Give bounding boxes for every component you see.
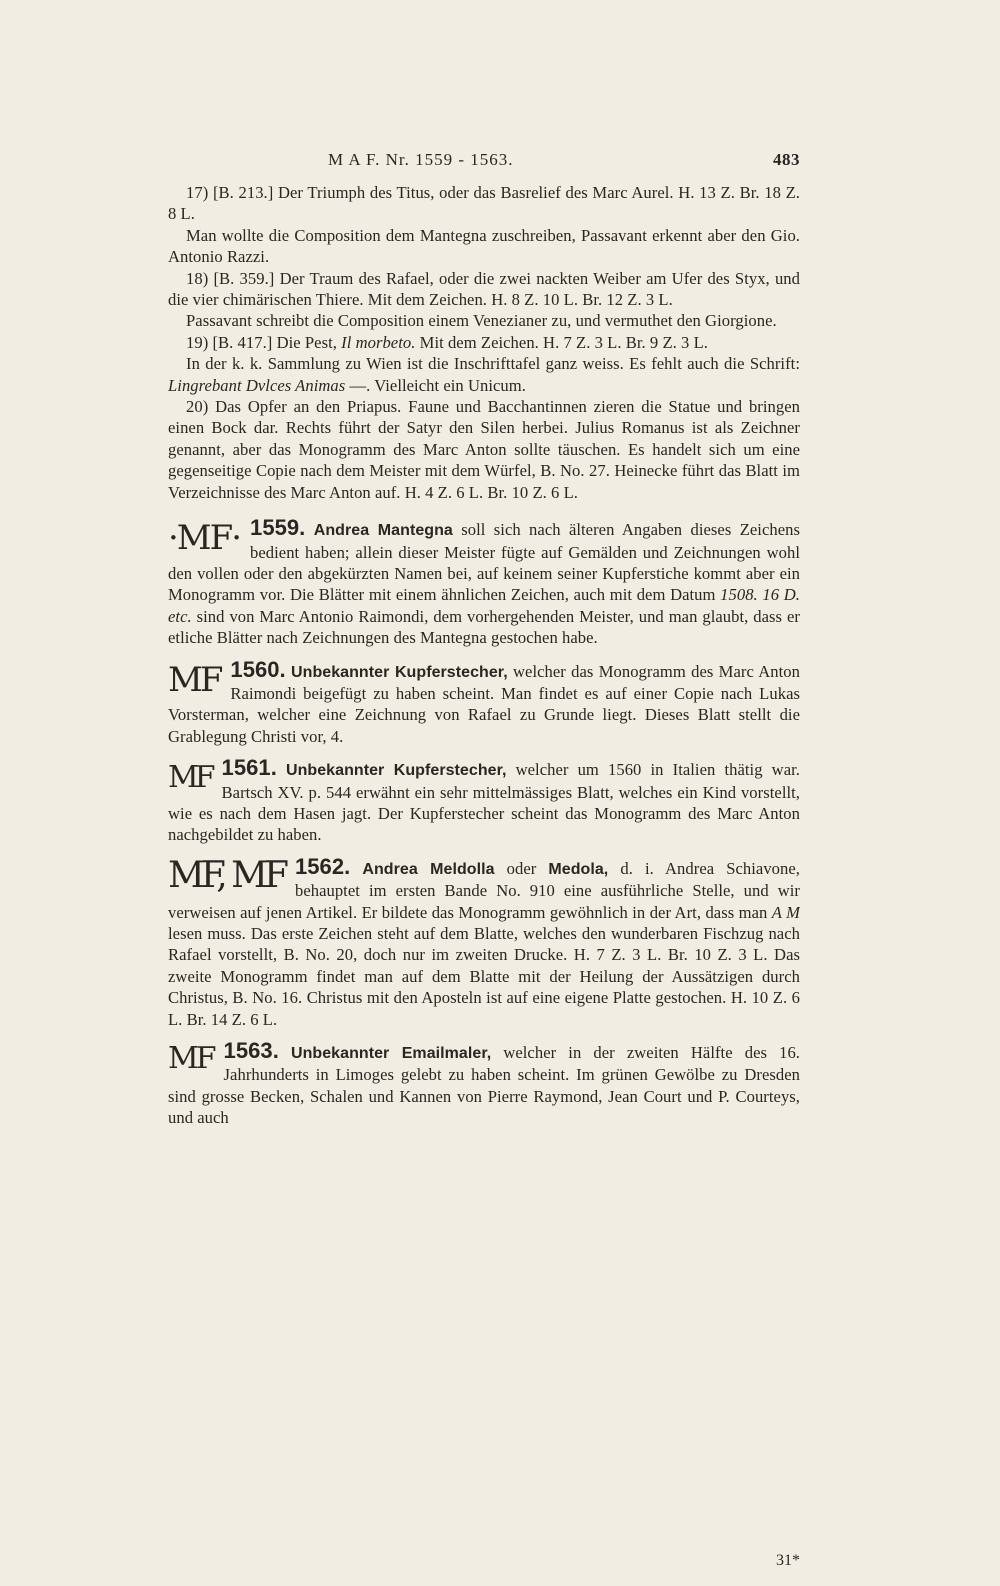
body-text	[168, 182, 800, 1129]
paragraph-19-note-a: In der k. k. Sammlung zu Wien ist die Inschrifttafel ganz weiss. Es fehlt auch die Schrift:	[186, 354, 800, 374]
paragraph-19-note	[168, 353, 800, 396]
paragraph-19-text-a: 19) [B. 417.] Die Pest,	[186, 332, 342, 352]
paragraph-20: 20) Das Opfer an den Priapus. Faune und Bacchantinnen zieren die Statue und bringen einen Bock dar. Rechts führt der Satyr den Silen herbei. Julius Romanus ist als Zeichner genannt, aber das Monogramm des Marc Anton sollte täuschen. Es handelt sich um eine gegenseitige Copie nach dem Meister mit dem Würfel, B. No. 27. Heinecke führt das Blatt im Verzeichnisse des Marc Anton auf. H. 4 Z. 6 L. Br. 10 Z. 6 L.	[168, 397, 800, 502]
paragraph-19-text-b: Mit dem Zeichen. H. 7 Z. 3 L. Br. 9 Z. 3 L.	[415, 332, 708, 352]
paragraph-18-note: Passavant schreibt die Composition einem Venezianer zu, und vermuthet den Giorgione.	[186, 311, 777, 331]
monogram-icon: MF	[168, 1041, 214, 1077]
entry-1561	[168, 757, 800, 846]
entry-number: 1562.	[294, 855, 351, 879]
paragraph-19-italic: Il morbeto.	[341, 332, 416, 352]
monogram-icon: MF	[168, 659, 221, 700]
entry-name: Andrea Meldolla	[362, 860, 495, 878]
entry-1562-italic: A M	[771, 902, 800, 922]
entry-1563-text	[168, 1040, 800, 1129]
entry-name: Andrea Mantegna	[313, 522, 453, 540]
entry-1559	[168, 517, 800, 648]
entry-1562-text	[168, 856, 800, 1030]
paragraph-18: 18) [B. 359.] Der Traum des Rafael, oder die zwei nackten Weiber am Ufer des Styx, und die vier chimärischen Thiere. Mit dem Zeichen. H. 8 Z. 10 L. Br. 12 Z. 3 L.	[168, 268, 800, 310]
paragraph-19	[168, 332, 800, 353]
entry-1559-text-a: soll sich nach älteren Angaben dieses Zeichens bedient haben; allein dieser Meister fügte auf Gemälden und Zeichnungen wohl den vollen oder den abgekürzten Namen bei, auf keinem seiner Kupferstiche kommt aber ein Monogramm vor. Die Blätter mit einem ähnlichen Zeichen, auch mit dem Datum	[168, 520, 800, 605]
paragraph-19-note-b: —. Vielleicht ein Unicum.	[345, 375, 526, 395]
entry-1560-text	[168, 659, 800, 748]
entry-name-alt: Medola,	[548, 860, 609, 878]
entry-number: 1561.	[221, 757, 277, 781]
entry-1563	[168, 1040, 800, 1129]
signature-mark: 31*	[776, 1552, 800, 1569]
entry-1561-text	[168, 757, 800, 846]
entry-1562	[168, 856, 800, 1030]
entry-name: Unbekannter Kupferstecher,	[285, 762, 507, 780]
entry-1559-text-b: sind von Marc Antonio Raimondi, dem vorhergehenden Meister, und man glaubt, dass er etliche Blätter nach Zeichnungen des Mantegna gestochen habe.	[168, 606, 800, 648]
entry-1559-italic: 1508. 16 D. etc.	[168, 585, 800, 626]
running-title: M A F. Nr. 1559 - 1563.	[328, 150, 514, 169]
entry-1562-text-a: oder	[494, 858, 549, 878]
entry-1562-text-c: lesen muss. Das erste Zeichen steht auf dem Blatte, welches den wunderbaren Fischzug nach Rafael vorstellt, B. No. 20, doch nur im zweiten Drucke. H. 7 Z. 3 L. Br. 10 Z. 3 L. Das zweite Monogramm findet man auf dem Blatte mit der Heilung der Aussätzigen durch Christus, B. No. 16. Christus mit den Aposteln ist auf eine eigene Platte gestochen. H. 10 Z. 6 L. Br. 14 Z. 6 L.	[168, 924, 800, 1029]
entry-1560	[168, 659, 800, 748]
paragraph-19-note-italic: Lingrebant Dvlces Animas	[168, 375, 346, 395]
entry-1561-body: welcher um 1560 in Italien thätig war. Bartsch XV. p. 544 erwähnt ein sehr mittelmässiges Blatt, welches ein Kind vorstellt, wie es nach dem Hasen jagt. Der Kupferstecher scheint das Monogramm des Marc Anton nachgebildet zu haben.	[168, 760, 800, 845]
paragraph-17: 17) [B. 213.] Der Triumph des Titus, oder das Basrelief des Marc Aurel. H. 13 Z. Br. 18 Z. 8 L.	[168, 183, 800, 224]
paragraph-17-note: Man wollte die Composition dem Mantegna zuschreiben, Passavant erkennt aber den Gio. Antonio Razzi.	[168, 225, 800, 267]
entry-name: Unbekannter Emailmaler,	[290, 1045, 492, 1063]
entry-number: 1560.	[230, 658, 286, 682]
monogram-icon: ·MF·	[168, 518, 241, 559]
entry-name: Unbekannter Kupferstecher,	[291, 663, 508, 681]
entry-number: 1563.	[223, 1040, 279, 1064]
entry-number: 1559.	[250, 517, 306, 541]
entry-1560-body: welcher das Monogramm des Marc Anton Raimondi beigefügt zu haben scheint. Man findet es auf einer Copie nach Lukas Vorsterman, welcher eine Zeichnung von Rafael zu Grunde liegt. Dieses Blatt stellt die Grablegung Christi vor, 4.	[168, 661, 800, 746]
entry-1559-text	[168, 517, 800, 648]
entry-1562-text-b: d. i. Andrea Schiavone, behauptet im ersten Bande No. 910 eine ausführliche Stelle, und wir verweisen auf jenen Artikel. Er bildete das Monogramm gewöhnlich in der Art, dass man	[168, 858, 800, 922]
entry-1563-body: welcher in der zweiten Hälfte des 16. Jahrhunderts in Limoges gelebt zu haben scheint. Im grünen Gewölbe zu Dresden sind grosse Becken, Schalen und Kannen von Pierre Raymond, Jean Court und P. Courteys, und auch	[168, 1043, 800, 1128]
monogram-icon: MF, MF	[168, 855, 285, 896]
page-number: 483	[773, 150, 800, 169]
monogram-icon: MF	[168, 760, 212, 796]
